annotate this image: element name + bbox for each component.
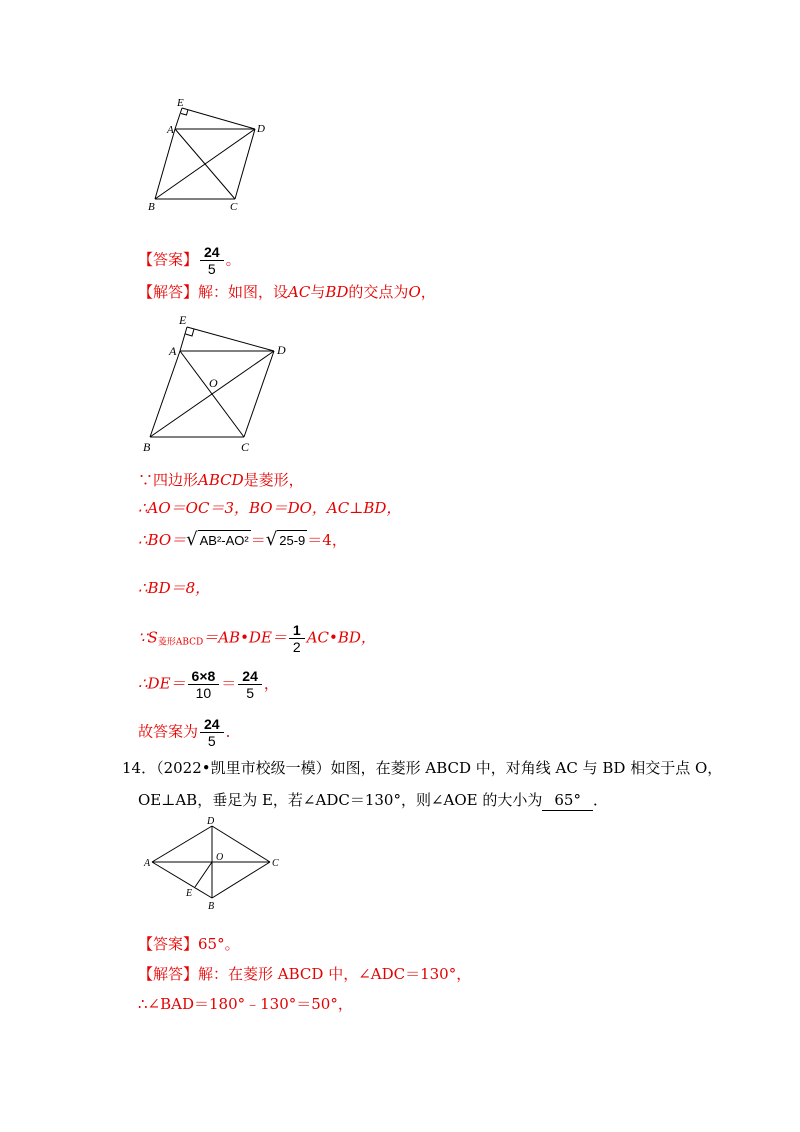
question-14-line-2: OE⊥AB，垂足为 E，若∠ADC＝130°，则∠AOE 的大小为 65° ． bbox=[138, 791, 608, 809]
answer-14: 【答案】65°。 bbox=[138, 935, 240, 953]
label-A: A bbox=[167, 124, 174, 136]
solution-tag: 【解答】 bbox=[138, 283, 199, 301]
label-E: E bbox=[179, 313, 187, 327]
label-B: B bbox=[148, 201, 155, 213]
answer-fraction: $\frac{24}{5}$ bbox=[200, 244, 224, 277]
question-14-line-1: 14．（2022•凯里市校级一模）如图，在菱形 ABCD 中，对角线 AC 与 BD 相交于点 O， bbox=[122, 759, 723, 777]
step-5: $\because S_{菱形ABCD}=AB•DE=$ $\frac{1}{2}$ AC•BD， bbox=[138, 622, 376, 655]
solution-14-line-2: ∴∠BAD＝180°﹣130°＝50°， bbox=[138, 995, 353, 1013]
solution-14-line-1: 【解答】解：在菱形 ABCD 中，∠ADC＝130°， bbox=[138, 965, 472, 983]
question-14-answer: 65° bbox=[542, 790, 593, 811]
step-4: ∴BD＝8， bbox=[138, 579, 211, 597]
label-C: C bbox=[272, 858, 279, 869]
label-D: D bbox=[207, 816, 215, 827]
answer-tag: 【答案】 bbox=[138, 250, 199, 269]
label-E: E bbox=[177, 97, 184, 109]
label-B: B bbox=[143, 440, 151, 454]
step-3: ∴BO＝√ AB²-AO² ＝√ 25-9 ＝4， bbox=[138, 529, 347, 550]
figure-rhombus-1 bbox=[140, 92, 280, 214]
label-B: B bbox=[208, 901, 215, 912]
step-6: ∴DE＝ $\frac{6\times 8}{10}$ ＝ $\frac{24}{5}$ ， bbox=[138, 668, 279, 701]
step-2: ∴AO＝OC＝3，BO＝DO，AC⊥BD， bbox=[138, 499, 402, 517]
answer-1: 【答案】 $\frac{24}{5}$ 。 bbox=[138, 244, 241, 277]
figure-rhombus-2 bbox=[140, 308, 300, 460]
label-E: E bbox=[186, 888, 193, 899]
figure-rhombus-3 bbox=[140, 814, 290, 914]
solution-1-intro: 【解答】解：如图，设AC与BD的交点为O， bbox=[138, 283, 436, 301]
step-7: 故答案为 $\frac{24}{5}$ ． bbox=[138, 716, 241, 749]
label-A: A bbox=[144, 858, 151, 869]
label-C: C bbox=[241, 440, 250, 454]
label-O: O bbox=[209, 376, 218, 390]
label-D: D bbox=[277, 343, 286, 357]
label-O: O bbox=[216, 852, 224, 863]
label-D: D bbox=[257, 123, 265, 135]
step-1: ∵四边形ABCD是菱形， bbox=[138, 471, 304, 489]
label-C: C bbox=[230, 201, 238, 213]
label-A: A bbox=[169, 344, 177, 358]
